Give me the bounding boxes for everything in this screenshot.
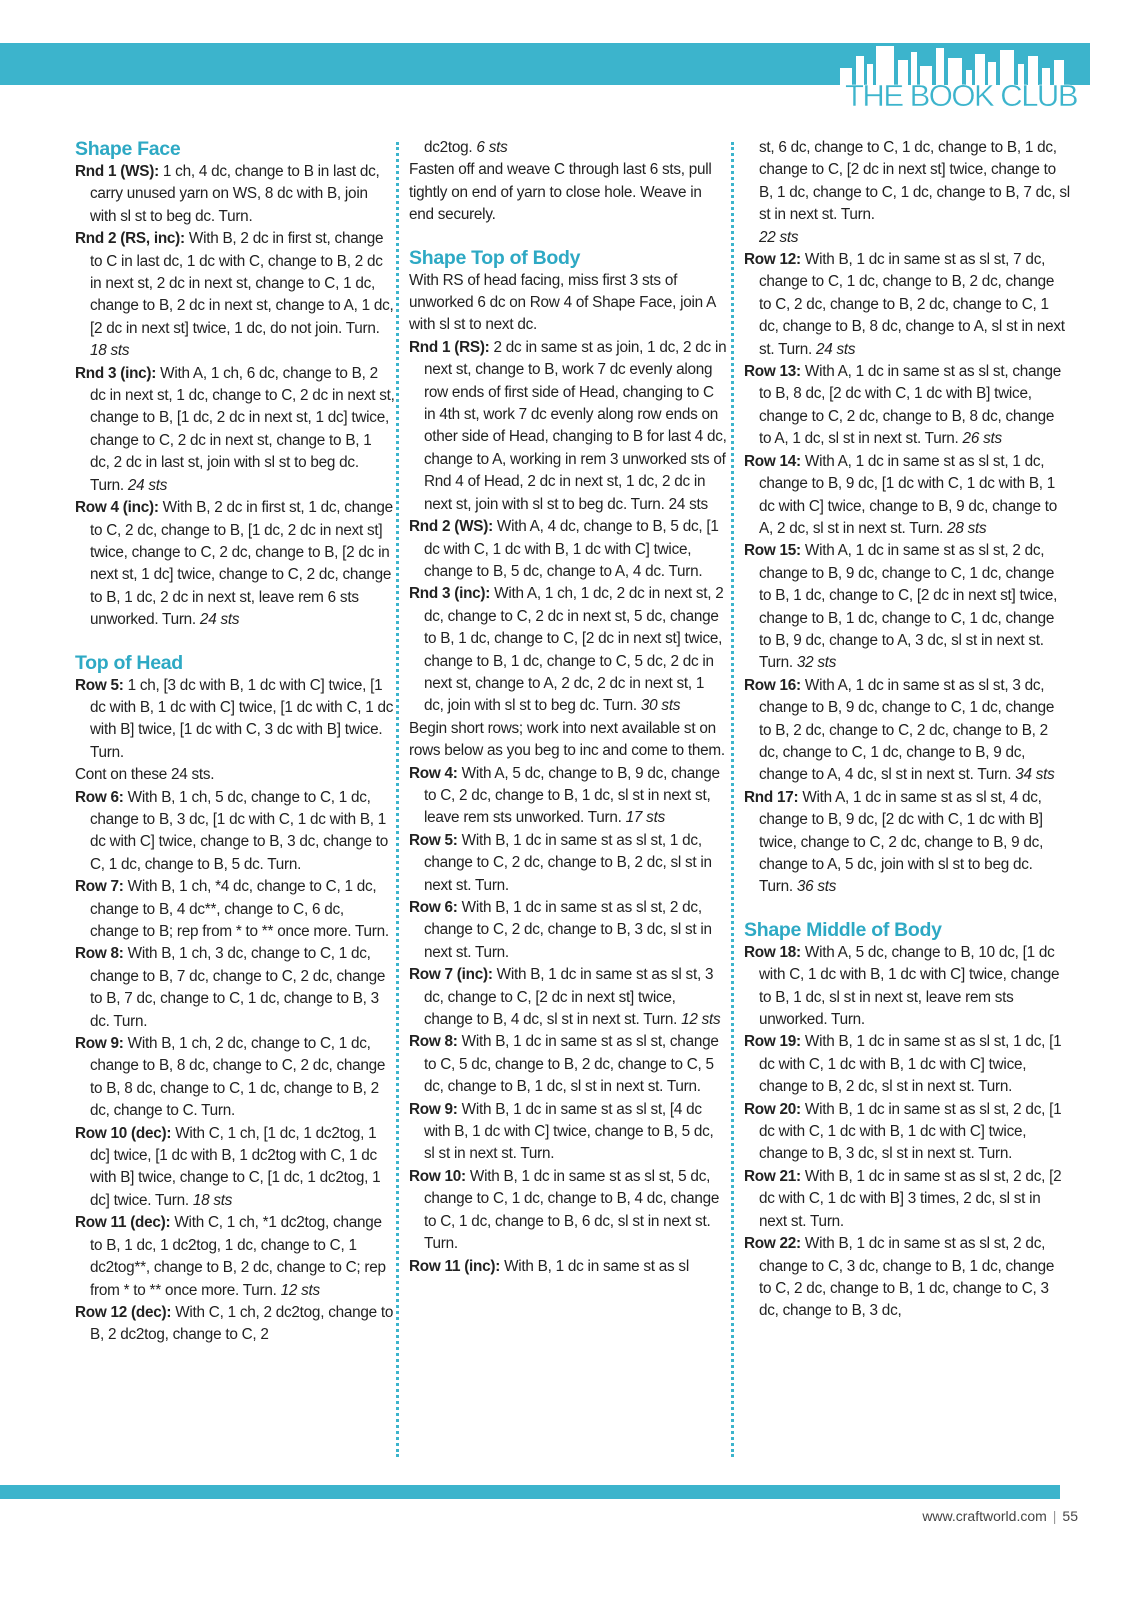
row-label: Row 16: <box>744 676 801 694</box>
paragraph: Begin short rows; work into next available st on rows below as you beg to inc and come to them. <box>409 719 725 760</box>
row-label: Row 10 (dec): <box>75 1124 172 1142</box>
row-label: Rnd 2 (RS, inc): <box>75 230 185 248</box>
section-heading: Shape Top of Body <box>409 246 581 269</box>
pattern-row: Rnd 2 (WS): With A, 4 dc, change to B, 5 dc, [1 dc with C, 1 dc with B, 1 dc with C] twice, change to B, 5 dc, change to A, 4 dc. Turn. <box>409 518 719 580</box>
pattern-row: Row 18: With A, 5 dc, change to B, 10 dc, [1 dc with C, 1 dc with B, 1 dc with C] twice, change to B, 1 dc, sl st in next st, leave rem sts unworked. Turn. <box>744 943 1060 1029</box>
pattern-row: Row 20: With B, 1 dc in same st as sl st, 2 dc, [1 dc with C, 1 dc with B, 1 dc with C] twice, change to B, 3 dc, sl st in next st. Turn. <box>744 1100 1062 1163</box>
section-heading: Shape Face <box>75 138 181 160</box>
column-1 <box>75 137 395 1347</box>
stitch-count: 36 sts <box>792 878 837 896</box>
pattern-row: Row 9: With B, 1 ch, 2 dc, change to C, 1 dc, change to B, 8 dc, change to C, 2 dc, change to B, 8 dc, change to C, 1 dc, change to B, 2 dc, change to C. Turn. <box>75 1035 386 1120</box>
row-label: Row 19: <box>744 1033 801 1051</box>
row-label: Row 12 (dec): <box>75 1303 172 1321</box>
column-2 <box>409 137 727 1278</box>
row-label: Row 22: <box>744 1235 801 1253</box>
row-label: Rnd 1 (RS): <box>409 338 490 356</box>
row-label: Row 11 (inc): <box>409 1257 501 1275</box>
row-label: Row 11 (dec): <box>75 1214 171 1232</box>
pattern-row: Row 12 (dec): With C, 1 ch, 2 dc2tog, change to B, 2 dc2tog, change to C, 2 <box>75 1303 394 1344</box>
row-label: Row 7 (inc): <box>409 966 493 984</box>
pattern-row: Row 5: With B, 1 dc in same st as sl st, 1 dc, change to C, 2 dc, change to B, 2 dc, sl st in next st. Turn. <box>409 831 712 894</box>
section-heading: Top of Head <box>75 651 183 674</box>
page-number: 55 <box>1062 1508 1078 1524</box>
pattern-row: Row 4 (inc): With B, 2 dc in first st, 1 dc, change to C, 2 dc, change to B, [1 dc, 2 dc in next st] twice, change to C, 2 dc, change to B, [2 dc in next st, 1 dc] twice, change to C, 2 dc, change to B, 1 dc, 2 dc in next st, leave rem 6 sts unworked. Turn. 24 sts <box>75 499 393 629</box>
pattern-row: Row 7: With B, 1 ch, *4 dc, change to C, 1 dc, change to B, 4 dc**, change to C, 6 dc, change to B; rep from * to ** once more. Turn. <box>75 878 389 940</box>
row-label: Row 18: <box>744 943 801 961</box>
row-label: Rnd 3 (inc): <box>409 585 491 603</box>
pattern-row: Row 5: 1 ch, [3 dc with B, 1 dc with C] twice, [1 dc with B, 1 dc with C] twice, [1 dc with C, 1 dc with B] twice, [1 dc with C, 3 dc with B] twice. Turn. <box>75 676 394 761</box>
pattern-row: Rnd 1 (RS): 2 dc in same st as join, 1 dc, 2 dc in next st, change to B, work 7 dc evenly along row ends of first side of Head, changing to C in 4th st, work 7 dc evenly along row ends on other side of Head, changing to B for last 4 dc, change to A, working in rem 3 unworked sts of Rnd 4 of Head, 2 dc in next st, 1 dc, 2 dc in next st, join with sl st to beg dc. Turn. 24 sts <box>409 338 727 513</box>
stitch-count: 26 sts <box>958 430 1002 448</box>
bottom-banner <box>0 1485 1060 1499</box>
pattern-row: Rnd 1 (WS): 1 ch, 4 dc, change to B in last dc, carry unused yarn on WS, 8 dc with B, join with sl st to beg dc. Turn. <box>75 163 380 225</box>
pattern-row: Rnd 2 (RS, inc): With B, 2 dc in first st, change to C in last dc, 1 dc with C, change to B, 2 dc in next st, 2 dc in next st, change to C, 1 dc, change to B, 2 dc in next st, change to A, 1 dc, [2 dc in next st] twice, 1 dc, do not join. Turn. 18 sts <box>75 230 394 360</box>
stitch-count: 24 sts <box>812 340 856 358</box>
paragraph: Fasten off and weave C through last 6 sts, pull tightly on end of yarn to close hole. Weave in end securely. <box>409 161 712 224</box>
row-label: Row 5: <box>75 676 124 694</box>
pattern-row: Row 8: With B, 1 dc in same st as sl st, change to C, 5 dc, change to B, 2 dc, change to C, 5 dc, change to B, 1 dc, sl st in next st. Turn. <box>409 1033 719 1096</box>
stitch-count: 24 sts <box>195 611 240 629</box>
stitch-count: 32 sts <box>792 654 837 672</box>
row-label: Rnd 1 (WS): <box>75 163 159 180</box>
footer-url[interactable]: www.craftworld.com <box>922 1508 1047 1524</box>
stitch-count: 18 sts <box>188 1191 233 1209</box>
pattern-row: Row 22: With B, 1 dc in same st as sl st, 2 dc, change to C, 3 dc, change to B, 1 dc, change to C, 2 dc, change to B, 1 dc, change to C, 3 dc, change to B, 3 dc, <box>744 1235 1055 1320</box>
stitch-count: 22 sts <box>759 228 799 246</box>
stitch-count: 30 sts <box>636 697 681 715</box>
row-label: Row 20: <box>744 1100 801 1118</box>
row-label: Row 6: <box>75 788 124 806</box>
row-label: Row 7: <box>75 878 124 896</box>
row-label: Row 9: <box>75 1035 124 1053</box>
row-label: Row 8: <box>409 1033 458 1051</box>
column-divider <box>731 142 734 1457</box>
row-label: Row 12: <box>744 251 801 269</box>
pattern-row: Row 19: With B, 1 dc in same st as sl st, 1 dc, [1 dc with C, 1 dc with B, 1 dc with C] twice, change to B, 2 dc, sl st in next st. Turn. <box>744 1033 1062 1096</box>
paragraph: With RS of head facing, miss first 3 sts of unworked 6 dc on Row 4 of Shape Face, join A with sl st to next dc. <box>409 271 716 334</box>
pattern-row: Row 7 (inc): With B, 1 dc in same st as sl st, 3 dc, change to C, [2 dc in next st] twice, change to B, 4 dc, sl st in next st. Turn. 12 sts <box>409 966 721 1029</box>
paragraph: dc2tog. 6 sts <box>424 139 508 156</box>
pattern-row: Row 9: With B, 1 dc in same st as sl st, [4 dc with B, 1 dc with C] twice, change to B, 5 dc, sl st in next st. Turn. <box>409 1100 714 1163</box>
row-label: Row 15: <box>744 542 801 560</box>
stitch-count: 17 sts <box>621 809 665 827</box>
row-label: Rnd 2 (WS): <box>409 518 493 536</box>
pattern-row: Row 8: With B, 1 ch, 3 dc, change to C, 1 dc, change to B, 7 dc, change to C, 2 dc, change to B, 7 dc, change to C, 1 dc, change to B, 3 dc. Turn. <box>75 945 386 1030</box>
pattern-row: Row 11 (inc): With B, 1 dc in same st as sl <box>409 1257 689 1275</box>
pattern-row: Row 21: With B, 1 dc in same st as sl st, 2 dc, [2 dc with C, 1 dc with B] 3 times, 2 dc, sl st in next st. Turn. <box>744 1167 1062 1230</box>
row-label: Row 6: <box>409 899 458 916</box>
brand-title: THE BOOK CLUB <box>845 78 1077 113</box>
row-label: Row 13: <box>744 363 801 381</box>
stitch-count: 12 sts <box>677 1011 721 1029</box>
stitch-count: 34 sts <box>1011 766 1055 784</box>
row-label: Row 21: <box>744 1167 801 1185</box>
row-label: Rnd 17: <box>744 788 799 806</box>
column-3 <box>744 137 1070 1323</box>
paragraph: Cont on these 24 sts. <box>75 766 215 784</box>
section-heading: Shape Middle of Body <box>744 918 942 941</box>
pattern-row: Row 14: With A, 1 dc in same st as sl st, 1 dc, change to B, 9 dc, [1 dc with C, 1 dc with B, 1 dc with C] twice, change to B, 9 dc, change to A, 2 dc, sl st in next st. Turn. 28 sts <box>744 452 1058 537</box>
stitch-count: 18 sts <box>90 342 130 360</box>
paragraph: st, 6 dc, change to C, 1 dc, change to B, 1 dc, change to C, [2 dc in next st] twice, change to B, 1 dc, change to C, 1 dc, change to B, 7 dc, sl st in next st. Turn. <box>759 139 1070 224</box>
pattern-row: Row 16: With A, 1 dc in same st as sl st, 3 dc, change to B, 9 dc, change to C, 1 dc, change to B, 2 dc, change to C, 2 dc, change to B, 2 dc, change to C, 1 dc, change to B, 9 dc, change to A, 4 dc, sl st in next st. Turn. 34 sts <box>744 676 1055 784</box>
pattern-row: Row 13: With A, 1 dc in same st as sl st, change to B, 8 dc, [2 dc with C, 1 dc with B] twice, change to C, 2 dc, change to B, 8 dc, change to A, 1 dc, sl st in next st. Turn. 26 sts <box>744 363 1062 448</box>
row-label: Row 4: <box>409 764 458 782</box>
row-label: Row 4 (inc): <box>75 499 159 517</box>
row-label: Row 10: <box>409 1167 466 1185</box>
row-label: Row 5: <box>409 831 458 849</box>
pattern-row: Row 10: With B, 1 dc in same st as sl st, 5 dc, change to C, 1 dc, change to B, 4 dc, change to C, 1 dc, change to B, 6 dc, sl st in next st. Turn. <box>409 1167 720 1253</box>
row-label: Row 14: <box>744 452 801 470</box>
pattern-row: Rnd 17: With A, 1 dc in same st as sl st, 4 dc, change to B, 9 dc, [2 dc with C, 1 dc with B] twice, change to C, 2 dc, change to B, 9 dc, change to A, 5 dc, join with sl st to beg dc. Turn. 36 sts <box>744 788 1044 896</box>
pattern-row: Row 4: With A, 5 dc, change to B, 9 dc, change to C, 2 dc, change to B, 1 dc, sl st in next st, leave rem sts unworked. Turn. 17 sts <box>409 764 720 827</box>
stitch-count: 28 sts <box>943 519 987 537</box>
column-divider <box>396 142 399 1457</box>
pattern-row: Rnd 3 (inc): With A, 1 ch, 6 dc, change to B, 2 dc in next st, 1 dc, change to C, 2 dc in next st, change to B, [1 dc, 2 dc in next st, 1 dc] twice, change to C, 2 dc in next st, change to B, 1 dc, 2 dc in last st, join with sl st to beg dc. Turn. 24 sts <box>75 364 395 494</box>
row-label: Rnd 3 (inc): <box>75 364 157 382</box>
pattern-row: Row 15: With A, 1 dc in same st as sl st, 2 dc, change to B, 9 dc, change to C, 1 dc, change to B, 1 dc, change to C, [2 dc in next st] twice, change to B, 1 dc, change to C, 1 dc, change to B, 9 dc, change to A, 3 dc, sl st in next st. Turn. 32 sts <box>744 542 1058 672</box>
footer-separator: | <box>1052 1508 1057 1524</box>
stitch-count: 24 sts <box>123 476 168 494</box>
pattern-row: Row 6: With B, 1 dc in same st as sl st, 2 dc, change to C, 2 dc, change to B, 3 dc, sl st in next st. Turn. <box>409 899 712 961</box>
footer <box>922 1508 1078 1524</box>
stitch-count: 12 sts <box>276 1281 320 1299</box>
pattern-row: Row 12: With B, 1 dc in same st as sl st, 7 dc, change to C, 1 dc, change to B, 2 dc, change to C, 2 dc, change to B, 2 dc, change to C, 1 dc, change to B, 8 dc, change to A, sl st in next st. Turn. 24 sts <box>744 251 1065 358</box>
paragraph <box>744 227 1070 249</box>
row-label: Row 8: <box>75 945 124 963</box>
row-label: Row 9: <box>409 1100 458 1118</box>
pattern-row: Row 10 (dec): With C, 1 ch, [1 dc, 1 dc2tog, 1 dc] twice, [1 dc with B, 1 dc2tog with C, 1 dc with B] twice, change to C, [1 dc, 1 dc2tog, 1 dc] twice. Turn. 18 sts <box>75 1124 381 1209</box>
pattern-row: Rnd 3 (inc): With A, 1 ch, 1 dc, 2 dc in next st, 2 dc, change to C, 2 dc in next st, 5 dc, change to B, 1 dc, change to C, [2 dc in next st] twice, change to B, 1 dc, change to C, 5 dc, 2 dc in next st, change to A, 2 dc, 2 dc in next st, 1 dc, join with sl st to beg dc. Turn. 30 sts <box>409 585 724 715</box>
stitch-count: 6 sts <box>472 139 508 156</box>
pattern-row: Row 11 (dec): With C, 1 ch, *1 dc2tog, change to B, 1 dc, 1 dc2tog, 1 dc, change to C, 1 dc2tog**, change to B, 2 dc, change to C; rep from * to ** once more. Turn. 12 sts <box>75 1214 386 1299</box>
pattern-row: Row 6: With B, 1 ch, 5 dc, change to C, 1 dc, change to B, 3 dc, [1 dc with C, 1 dc with B, 1 dc with C] twice, change to B, 3 dc, change to C, 1 dc, change to B, 5 dc. Turn. <box>75 788 389 873</box>
